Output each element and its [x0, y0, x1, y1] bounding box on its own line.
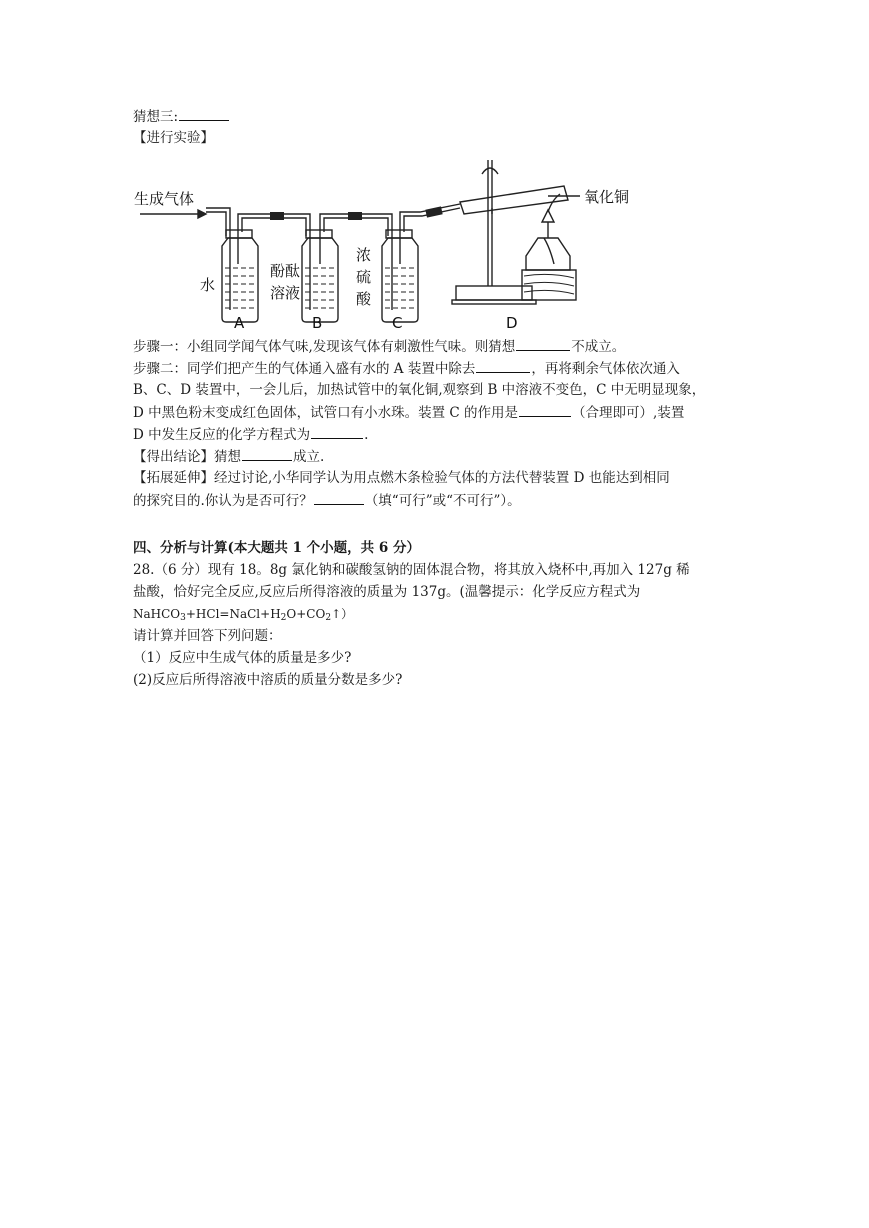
eq-sub-3: 2 — [325, 613, 332, 623]
eq-part-4: ↑） — [331, 607, 354, 621]
label-phenol-2: 溶液 — [270, 284, 301, 302]
eq-part-3: O+CO — [286, 607, 326, 621]
step2-line-1 — [133, 358, 743, 379]
step2-text-3: D 中黑色粉末变成红色固体，试管口有小水珠。装置 C 的作用是 — [133, 405, 519, 421]
step2-blank-2[interactable] — [519, 402, 571, 417]
label-a: A — [234, 314, 245, 330]
q28-line-2: 盐酸，恰好完全反应,反应后所得溶液的质量为 137g。(温馨提示：化学反应方程式为 — [133, 584, 641, 600]
extension-text-2: 的探究目的.你认为是否可行？ — [133, 493, 313, 509]
step2-line-4 — [133, 424, 743, 445]
eq-part-1: NaHCO — [133, 607, 181, 621]
hypothesis3-line — [133, 106, 743, 127]
extension-line-1: 【拓展延伸】经过讨论,小华同学认为用点燃木条检验气体的方法代替装置 D 也能达到相同 — [133, 470, 670, 486]
step2-text-4: D 中发生反应的化学方程式为 — [133, 427, 311, 443]
label-phenol-1: 酚酞 — [270, 262, 301, 280]
label-b: B — [312, 314, 323, 330]
step2-blank-1[interactable] — [476, 358, 530, 373]
step2-text-3-end: （合理即可）,装置 — [572, 405, 685, 421]
step2-blank-3[interactable] — [311, 424, 363, 439]
step2-text-4-end: . — [364, 427, 369, 443]
step1-text-end: 不成立。 — [571, 339, 626, 355]
label-water: 水 — [200, 276, 216, 294]
label-acid-1: 浓 — [356, 246, 372, 264]
step1-blank[interactable] — [516, 336, 570, 351]
label-c: C — [392, 314, 403, 330]
step1-text: 步骤一：小组同学闻气体气味,发现该气体有刺激性气味。则猜想 — [133, 339, 516, 355]
q28-line-1: 28.（6 分）现有 18。8g 氯化钠和碳酸氢钠的固体混合物，将其放入烧杯中,再加入 127g 稀 — [133, 562, 690, 578]
eq-part-2: +HCl=NaCl+H — [185, 607, 281, 621]
extension-text-2-end: （填“可行”或“不可行”）。 — [364, 493, 521, 509]
eq-sub-1: 3 — [180, 613, 186, 623]
conclusion-text: 【得出结论】猜想 — [133, 449, 241, 465]
step2-line-3 — [133, 402, 743, 423]
eq-sub-2: 2 — [280, 613, 287, 623]
q28-sub-question-2: (2)反应后所得溶液中溶质的质量分数是多少? — [133, 672, 403, 688]
section-experiment-heading: 【进行实验】 — [133, 130, 214, 146]
q28-sub-question-1: （1）反应中生成气体的质量是多少? — [133, 650, 352, 666]
section4-title: 四、分析与计算(本大题共 1 个小题，共 6 分） — [133, 540, 420, 556]
hypothesis3-label: 猜想三: — [133, 109, 179, 125]
step2-text-1: 步骤二：同学们把产生的气体通入盛有水的 A 装置中除去 — [133, 361, 476, 377]
q28-prompt: 请计算并回答下列问题： — [133, 628, 282, 644]
label-copper-oxide: 氧化铜 — [584, 188, 630, 206]
label-d: D — [506, 314, 518, 330]
label-acid-2: 硫 — [356, 268, 372, 286]
conclusion-text-end: 成立. — [293, 449, 325, 465]
extension-blank[interactable] — [314, 490, 364, 505]
label-gas: 生成气体 — [134, 190, 195, 208]
step2-line-2: B、C、D 装置中，一会儿后，加热试管中的氧化铜,观察到 B 中溶液不变色，C 中无明显现象， — [133, 382, 706, 398]
conclusion-blank[interactable] — [242, 446, 292, 461]
hypothesis3-blank[interactable] — [179, 106, 229, 121]
apparatus-diagram — [130, 152, 650, 330]
conclusion-line — [133, 446, 743, 467]
q28-equation — [133, 604, 743, 624]
label-acid-3: 酸 — [356, 290, 372, 308]
extension-line-2 — [133, 490, 743, 511]
step2-text-1-end: ，再将剩余气体依次通入 — [531, 361, 680, 377]
step1-line — [133, 336, 743, 357]
